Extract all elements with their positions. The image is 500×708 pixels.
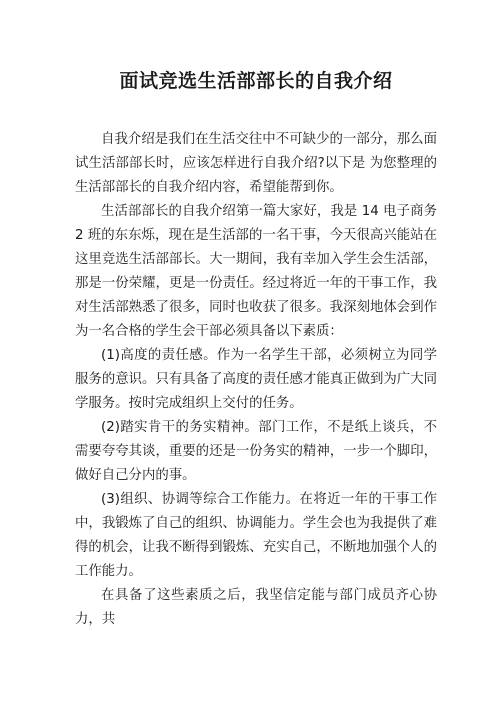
paragraph-quality-coordination: (3)组织、协调等综合工作能力。在将近一年的干事工作中，我锻炼了自己的组织、协调能力。学生会也为我提供了难得的机会，让我不断得到锻炼、充实自己，不断地加强个人的工作能力。	[75, 492, 437, 579]
paragraph-quality-pragmatism: (2)踏实肯干的务实精神。部门工作，不是纸上谈兵，不需要夸夸其谈，重要的还是一份务实的精神，一步一个脚印，做好自己分内的事。	[75, 420, 437, 483]
document-body	[75, 128, 437, 632]
document-title: 面试竞选生活部部长的自我介绍	[119, 70, 393, 92]
paragraph-self-introduction: 生活部部长的自我介绍第一篇大家好，我是 14 电子商务 2 班的东东烁，现在是生活部的一名干事，今天很高兴能站在这里竞选生活部部长。大一期间，我有幸加入学生会生活部，那是一份荣耀，更是一份责任。经过将近一年的干事工作，我对生活部熟悉了很多，同时也收获了很多。我深刻地体会到作为一名合格的学生会干部必须具备以下素质：	[75, 204, 437, 339]
paragraph-intro: 自我介绍是我们在生活交往中不可缺少的一部分，那么面试生活部部长时，应该怎样进行自我介绍?以下是 为您整理的生活部部长的自我介绍内容，希望能帮到你。	[75, 132, 437, 195]
paragraph-closing: 在具备了这些素质之后，我坚信定能与部门成员齐心协力，共	[75, 588, 437, 627]
paragraph-quality-responsibility: (1)高度的责任感。作为一名学生干部，必须树立为同学服务的意识。只有具备了高度的责任感才能真正做到为广大同学服务。按时完成组织上交付的任务。	[75, 348, 437, 411]
